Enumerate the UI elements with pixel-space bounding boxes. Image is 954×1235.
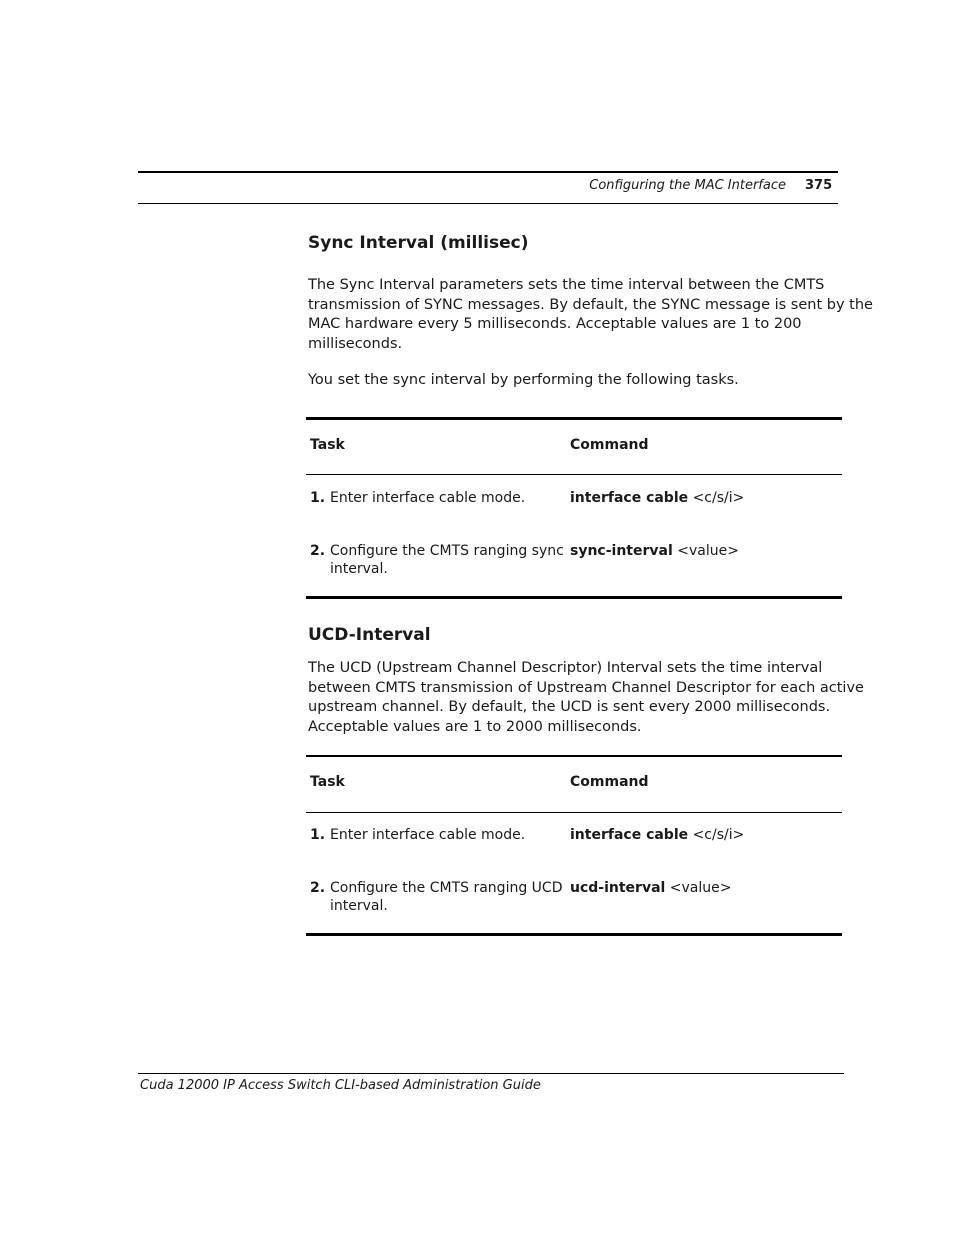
column-header-command: Command — [570, 437, 649, 453]
step-number: 1. — [310, 827, 326, 843]
ucd-task-table — [306, 755, 842, 939]
paragraph-line: MAC hardware every 5 milliseconds. Acceptable values are 1 to 200 — [308, 316, 802, 332]
paragraph-line: milliseconds. — [308, 335, 403, 352]
step-text-line: Enter interface cable mode. — [330, 827, 526, 843]
page-number: 375 — [805, 178, 833, 193]
paragraph-line: transmission of SYNC messages. By default, the SYNC message is sent by the — [308, 296, 873, 313]
command-argument: <value> — [677, 543, 739, 559]
table-rule-top — [306, 417, 842, 420]
paragraph-line: between CMTS transmission of Upstream Channel Descriptor for each active — [308, 679, 864, 696]
command-argument: <value> — [669, 880, 732, 896]
table-header-rule — [306, 474, 842, 475]
step-text-line: Configure the CMTS ranging sync — [330, 543, 564, 559]
step-description — [330, 543, 565, 578]
command-syntax — [570, 543, 739, 559]
sync-task-table — [306, 417, 842, 601]
command-syntax — [570, 880, 731, 896]
table-rule-top — [306, 755, 842, 757]
table-header-rule — [306, 812, 842, 813]
command-syntax — [570, 490, 744, 506]
paragraph-line: Acceptable values are 1 to 2000 milliseconds. — [308, 718, 642, 735]
paragraph-line: upstream channel. By default, the UCD is sent every 2000 milliseconds. — [308, 699, 831, 715]
footer-rule — [138, 1073, 844, 1074]
step-number: 2. — [310, 543, 326, 559]
command-keyword: ucd-interval — [570, 880, 666, 896]
step-description — [330, 880, 565, 915]
step-number: 1. — [310, 490, 326, 506]
sync-intro: You set the sync interval by performing the following tasks. — [308, 372, 739, 388]
command-keyword: interface cable — [570, 827, 689, 843]
step-text-line: interval. — [330, 560, 388, 577]
command-argument: <c/s/i> — [692, 827, 745, 843]
sync-description — [308, 276, 873, 354]
step-description — [330, 490, 565, 508]
footer-book-title: Cuda 12000 IP Access Switch CLI-based Administration Guide — [140, 1078, 541, 1093]
command-argument: <c/s/i> — [692, 490, 745, 506]
header-rule-top — [138, 171, 838, 173]
paragraph-line: The UCD (Upstream Channel Descriptor) Interval sets the time interval — [308, 660, 823, 676]
running-title: Configuring the MAC Interface — [589, 178, 786, 193]
step-text-line: interval. — [330, 897, 388, 914]
command-keyword: interface cable — [570, 490, 689, 506]
header-rule-bottom — [138, 203, 838, 204]
column-header-command: Command — [570, 774, 649, 790]
column-header-task: Task — [310, 774, 345, 790]
paragraph-line: The Sync Interval parameters sets the time interval between the CMTS — [308, 277, 825, 293]
step-number: 2. — [310, 880, 326, 896]
step-text-line: Enter interface cable mode. — [330, 490, 526, 506]
section-heading-ucd-interval: UCD-Interval — [308, 625, 431, 645]
command-syntax — [570, 827, 744, 843]
command-keyword: sync-interval — [570, 543, 673, 559]
section-heading-sync-interval: Sync Interval (millisec) — [308, 233, 529, 253]
step-text-line: Configure the CMTS ranging UCD — [330, 880, 563, 896]
ucd-description — [308, 659, 864, 737]
step-description — [330, 827, 565, 845]
column-header-task: Task — [310, 437, 345, 453]
table-rule-bottom — [306, 596, 842, 599]
table-rule-bottom — [306, 933, 842, 936]
